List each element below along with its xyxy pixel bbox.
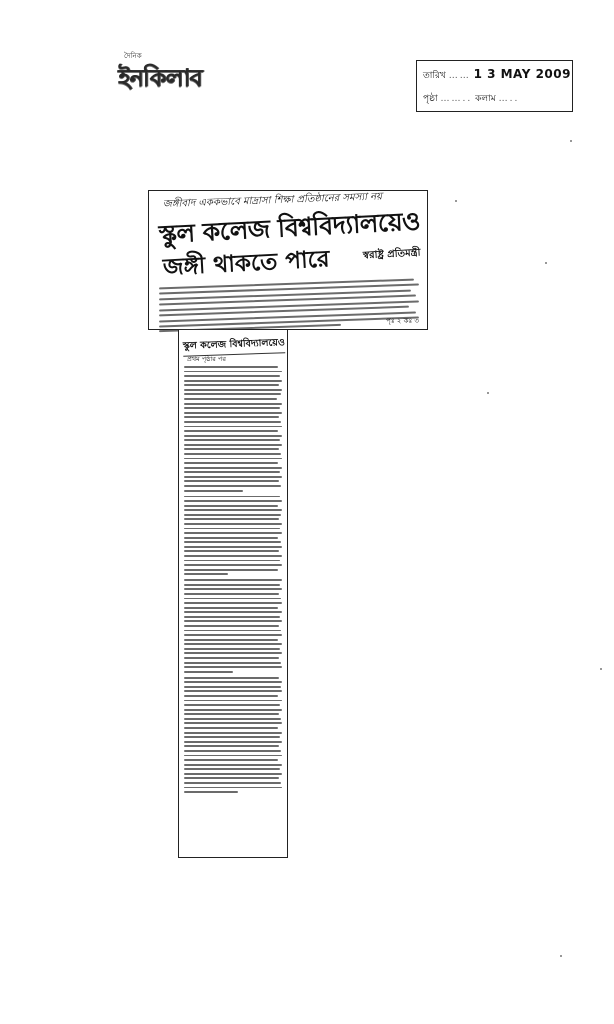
date-stamp-box <box>416 60 573 112</box>
newspaper-logo: ইনকিলাব <box>118 63 202 92</box>
article-body-text <box>184 366 282 847</box>
article-lead-text <box>159 283 419 319</box>
scan-speck <box>545 262 547 264</box>
newspaper-masthead <box>118 50 268 98</box>
scan-speck <box>600 668 602 670</box>
scan-speck <box>455 200 457 202</box>
page-column-row: পৃষ্ঠা …….. কলাম ….. <box>423 94 520 104</box>
column-label: কলাম <box>475 94 496 104</box>
scan-speck <box>570 140 572 142</box>
date-row: তারিখ …… 1 3 MAY 2009 <box>423 67 571 81</box>
page-label: পৃষ্ঠা <box>423 94 438 104</box>
scan-speck <box>560 955 562 957</box>
scan-speck <box>487 392 489 394</box>
continuation-subheading: প্রথম পৃষ্ঠার পর <box>187 355 226 363</box>
article-clipping-column <box>178 330 288 858</box>
article-clipping-top <box>148 190 428 330</box>
masthead-tiny-label: দৈনিক <box>124 52 142 60</box>
article-headline-line1: স্কুল কলেজ বিশ্ববিদ্যালয়েও <box>158 206 421 249</box>
date-label: তারিখ <box>423 71 446 81</box>
article-byline: স্বরাষ্ট্র প্রতিমন্ত্রী <box>363 247 422 262</box>
continued-page-ref: পৃঃ ২ কঃ ৩ <box>386 317 419 325</box>
article-headline-line2: জঙ্গী থাকতে পারে <box>162 245 331 281</box>
date-value: 1 3 MAY 2009 <box>473 67 571 81</box>
continuation-heading: স্কুল কলেজ বিশ্ববিদ্যালয়েও <box>183 336 286 357</box>
article-kicker: জঙ্গীবাদ এককভাবে মাদ্রাসা শিক্ষা প্রতিষ্ঠানের সমস্যা নয় <box>162 191 383 210</box>
